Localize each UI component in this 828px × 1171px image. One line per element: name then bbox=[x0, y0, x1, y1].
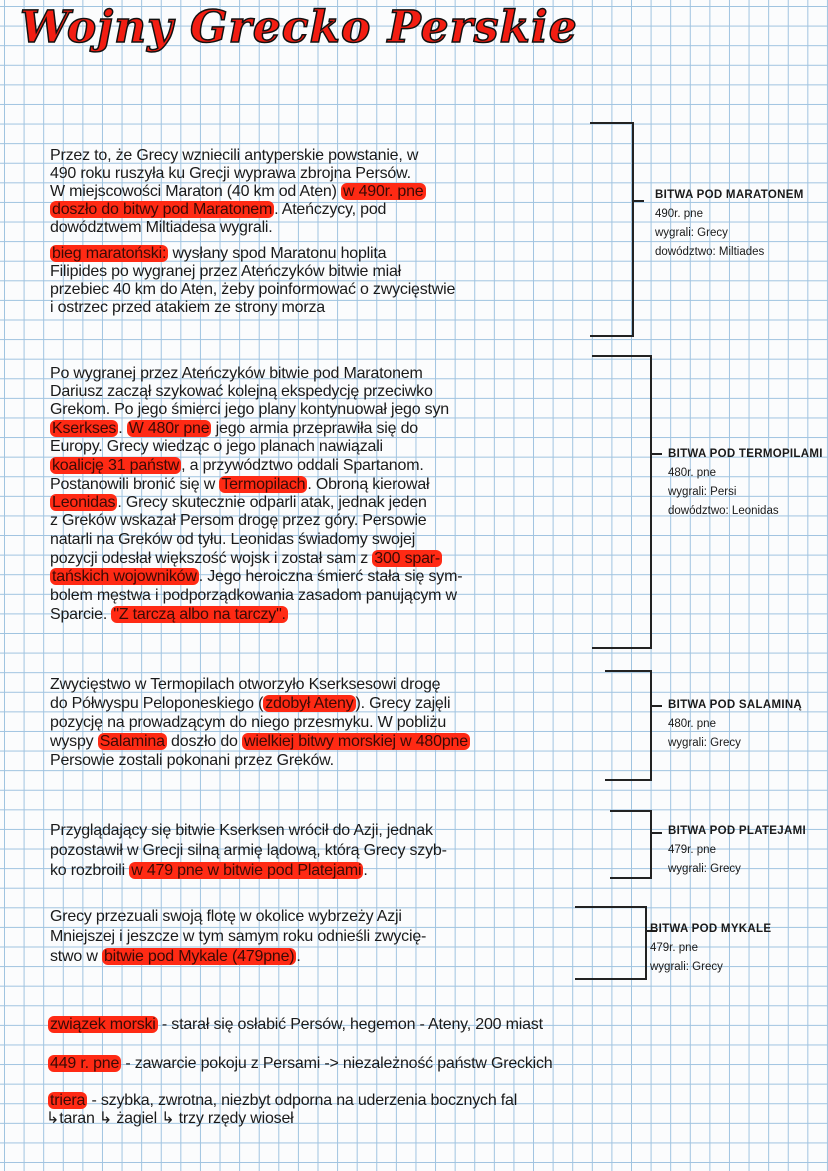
page-title: Wojny Grecko Perskie bbox=[20, 2, 578, 53]
footer-line bbox=[48, 1055, 552, 1073]
highlighted-text: wielkiej bitwy morskiej w 480pne bbox=[244, 733, 468, 750]
highlighted-text: Leonidas bbox=[52, 494, 116, 511]
paragraph-line bbox=[50, 201, 386, 219]
section-bracket bbox=[592, 355, 652, 649]
paragraph-line bbox=[50, 928, 426, 946]
text-segment: . Jego heroiczna śmierć stała się sym- bbox=[198, 568, 463, 585]
battle-name: BITWA POD PLATEJAMI bbox=[668, 825, 806, 837]
text-segment: pozostawił w Grecji silną armię lądową, którą Grecy szyb- bbox=[50, 842, 447, 859]
battle-detail: dowództwo: Miltiades bbox=[655, 246, 765, 258]
paragraph-line bbox=[50, 281, 455, 299]
paragraph-line bbox=[50, 494, 427, 512]
text-segment: Grekom. Po jego śmierci jego plany kontynuował jego syn bbox=[50, 401, 449, 418]
paragraph-line bbox=[50, 733, 470, 751]
highlighted-text: doszło do bitwy pod Maratonem bbox=[52, 201, 273, 218]
paragraph-line bbox=[50, 822, 433, 840]
battle-name: BITWA POD TERMOPILAMI bbox=[668, 448, 823, 460]
text-segment: Zwycięstwo w Termopilach otworzyło Kserksesowi drogę bbox=[50, 676, 441, 693]
highlighted-text: tańskich wojowników bbox=[52, 568, 197, 585]
text-segment: jego armia przeprawiła się do bbox=[211, 420, 418, 437]
text-segment: ). Grecy zajęli bbox=[355, 695, 451, 712]
highlighted-text: koalicję 31 państw bbox=[52, 457, 180, 474]
text-segment: pozycję na prowadzącym do niego przesmyku. W pobliżu bbox=[50, 714, 447, 731]
text-segment: Mniejszej i jeszcze w tym samym roku odnieśli zwycię- bbox=[50, 928, 427, 945]
paragraph-line bbox=[50, 531, 415, 549]
battle-detail: wygrali: Grecy bbox=[668, 863, 741, 875]
highlighted-text: 300 spar- bbox=[374, 550, 441, 567]
paragraph-line bbox=[50, 383, 433, 401]
paragraph-line bbox=[50, 165, 411, 183]
text-segment: doszło do bbox=[166, 733, 242, 750]
battle-name: BITWA POD SALAMINĄ bbox=[668, 699, 803, 711]
footer-line bbox=[48, 1016, 543, 1034]
highlighted-text: związek morski bbox=[50, 1016, 156, 1033]
battle-detail: 480r. pne bbox=[668, 467, 716, 479]
bracket-tick bbox=[652, 705, 662, 707]
highlighted-text: w 490r. pne bbox=[342, 183, 424, 200]
text-segment: ko rozbroili bbox=[50, 862, 130, 879]
highlighted-text: 449 r. pne bbox=[50, 1055, 120, 1072]
text-segment: , a przywództwo oddali Spartanom. bbox=[181, 457, 424, 474]
footer-line bbox=[46, 1110, 294, 1128]
text-segment: - starał się osłabić Persów, hegemon - Ateny, 200 miast bbox=[157, 1016, 543, 1033]
text-segment: . bbox=[118, 420, 127, 437]
text-segment: Europy. Grecy wiedząc o jego planach nawiązali bbox=[50, 438, 383, 455]
footer-line bbox=[48, 1092, 517, 1110]
highlighted-text: bitwie pod Mykale (479pne) bbox=[103, 948, 295, 965]
paragraph-line bbox=[50, 299, 325, 317]
paragraph-line bbox=[50, 438, 383, 456]
paragraph-line bbox=[50, 676, 440, 694]
text-segment: bolem męstwa i podporządkowania zasadom panującym w bbox=[50, 587, 457, 604]
text-segment: wyspy bbox=[50, 733, 98, 750]
battle-detail: 479r. pne bbox=[650, 942, 698, 954]
highlighted-text: Kserkses bbox=[52, 420, 117, 437]
section-bracket bbox=[610, 810, 652, 879]
battle-summary-note bbox=[655, 186, 804, 262]
battle-summary-note bbox=[668, 445, 823, 521]
section-bracket bbox=[590, 122, 634, 337]
paragraph-line bbox=[50, 245, 386, 263]
paragraph-line bbox=[50, 752, 334, 770]
paragraph-line bbox=[50, 714, 446, 732]
paragraph-line bbox=[50, 606, 288, 624]
text-segment: Postanowili bronić się w bbox=[50, 476, 220, 493]
text-segment: i ostrzec przed atakiem ze strony morza bbox=[50, 299, 325, 316]
text-segment: - szybka, zwrotna, niezbyt odporna na uderzenia bocznych fal bbox=[87, 1092, 518, 1109]
text-segment: stwo w bbox=[50, 948, 102, 965]
paragraph-line bbox=[50, 457, 424, 475]
paragraph-line bbox=[50, 842, 447, 860]
paragraph-line bbox=[50, 568, 462, 586]
highlighted-text: W 480r pne bbox=[128, 420, 210, 437]
battle-detail: 479r. pne bbox=[668, 844, 716, 856]
highlighted-text: "Z tarczą albo na tarczy". bbox=[113, 606, 286, 623]
text-segment: dowództwem Miltiadesa wygrali. bbox=[50, 219, 273, 236]
paragraph-line bbox=[50, 147, 418, 165]
battle-summary-note bbox=[668, 822, 806, 879]
paragraph-line bbox=[50, 365, 423, 383]
text-segment: Po wygranej przez Ateńczyków bitwie pod Maratonem bbox=[50, 365, 423, 382]
paragraph-line bbox=[50, 862, 368, 880]
battle-name: BITWA POD MARATONEM bbox=[655, 189, 804, 201]
battle-detail: 480r. pne bbox=[668, 718, 716, 730]
paragraph-line bbox=[50, 512, 427, 530]
text-segment: W miejscowości Maraton (40 km od Aten) bbox=[50, 183, 341, 200]
text-segment: . bbox=[296, 948, 301, 965]
highlighted-text: Salamina bbox=[99, 733, 165, 750]
text-segment: Persowie zostali pokonani przez Greków. bbox=[50, 752, 334, 769]
battle-detail: wygrali: Grecy bbox=[668, 737, 741, 749]
text-segment: . Obroną kierował bbox=[307, 476, 430, 493]
text-segment: Przez to, że Grecy wzniecili antyperskie powstanie, w bbox=[50, 147, 419, 164]
text-segment: do Półwyspu Peloponeskiego ( bbox=[50, 695, 264, 712]
text-segment: ↳taran ↳ żagiel ↳ trzy rzędy wioseł bbox=[46, 1110, 294, 1127]
paragraph-line bbox=[50, 420, 418, 438]
paragraph-line bbox=[50, 219, 273, 237]
battle-name: BITWA POD MYKALE bbox=[650, 923, 772, 935]
paragraph-line bbox=[50, 948, 301, 966]
bracket-tick bbox=[634, 200, 644, 202]
highlighted-text: Termopilach bbox=[221, 476, 306, 493]
text-segment: natarli na Greków od tyłu. Leonidas świadomy swojej bbox=[50, 531, 416, 548]
highlighted-text: triera bbox=[50, 1092, 86, 1109]
paragraph-line bbox=[50, 908, 402, 926]
battle-detail: wygrali: Persi bbox=[668, 486, 737, 498]
highlighted-text: bieg maratoński: bbox=[52, 245, 167, 262]
text-segment: . Ateńczycy, pod bbox=[274, 201, 387, 218]
text-segment: wysłany spod Maratonu hoplita bbox=[168, 245, 387, 262]
highlighted-text: zdobył Ateny bbox=[265, 695, 354, 712]
text-segment: Sparcie. bbox=[50, 606, 112, 623]
text-segment: . bbox=[363, 862, 368, 879]
bracket-tick bbox=[652, 832, 662, 834]
text-segment: przebiec 40 km do Aten, żeby poinformować o zwycięstwie bbox=[50, 281, 456, 298]
battle-detail: dowództwo: Leonidas bbox=[668, 505, 779, 517]
bracket-tick bbox=[652, 453, 662, 455]
section-bracket bbox=[605, 670, 652, 781]
battle-detail: wygrali: Grecy bbox=[655, 227, 728, 239]
text-segment: Grecy przezuali swoją flotę w okolice wybrzeży Azji bbox=[50, 908, 402, 925]
text-segment: 490 roku ruszyła ku Grecji wyprawa zbrojna Persów. bbox=[50, 165, 411, 182]
paragraph-line bbox=[50, 550, 442, 568]
battle-summary-note bbox=[650, 920, 771, 977]
battle-detail: 490r. pne bbox=[655, 208, 703, 220]
battle-summary-note bbox=[668, 696, 802, 753]
paragraph-line bbox=[50, 263, 401, 281]
text-segment: z Greków wskazał Persom drogę przez góry. Persowie bbox=[50, 512, 427, 529]
battle-detail: wygrali: Grecy bbox=[650, 961, 723, 973]
text-segment: Przyglądający się bitwie Kserksen wrócił do Azji, jednak bbox=[50, 822, 433, 839]
text-segment: Filipides po wygranej przez Ateńczyków bitwie miał bbox=[50, 263, 402, 280]
text-segment: pozycji odesłał większość wojsk i został sam z bbox=[50, 550, 373, 567]
highlighted-text: w 479 pne w bitwie pod Platejami bbox=[131, 862, 362, 879]
paragraph-line bbox=[50, 476, 429, 494]
paragraph-line bbox=[50, 587, 457, 605]
paragraph-line bbox=[50, 183, 426, 201]
section-bracket bbox=[575, 906, 647, 980]
text-segment: - zawarcie pokoju z Persami -> niezależność państw Greckich bbox=[121, 1055, 553, 1072]
paragraph-line bbox=[50, 695, 450, 713]
paragraph-line bbox=[50, 401, 449, 419]
text-segment: . Grecy skutecznie odparli atak, jednak jeden bbox=[117, 494, 427, 511]
text-segment: Dariusz zaczął szykować kolejną ekspedycję przeciwko bbox=[50, 383, 433, 400]
